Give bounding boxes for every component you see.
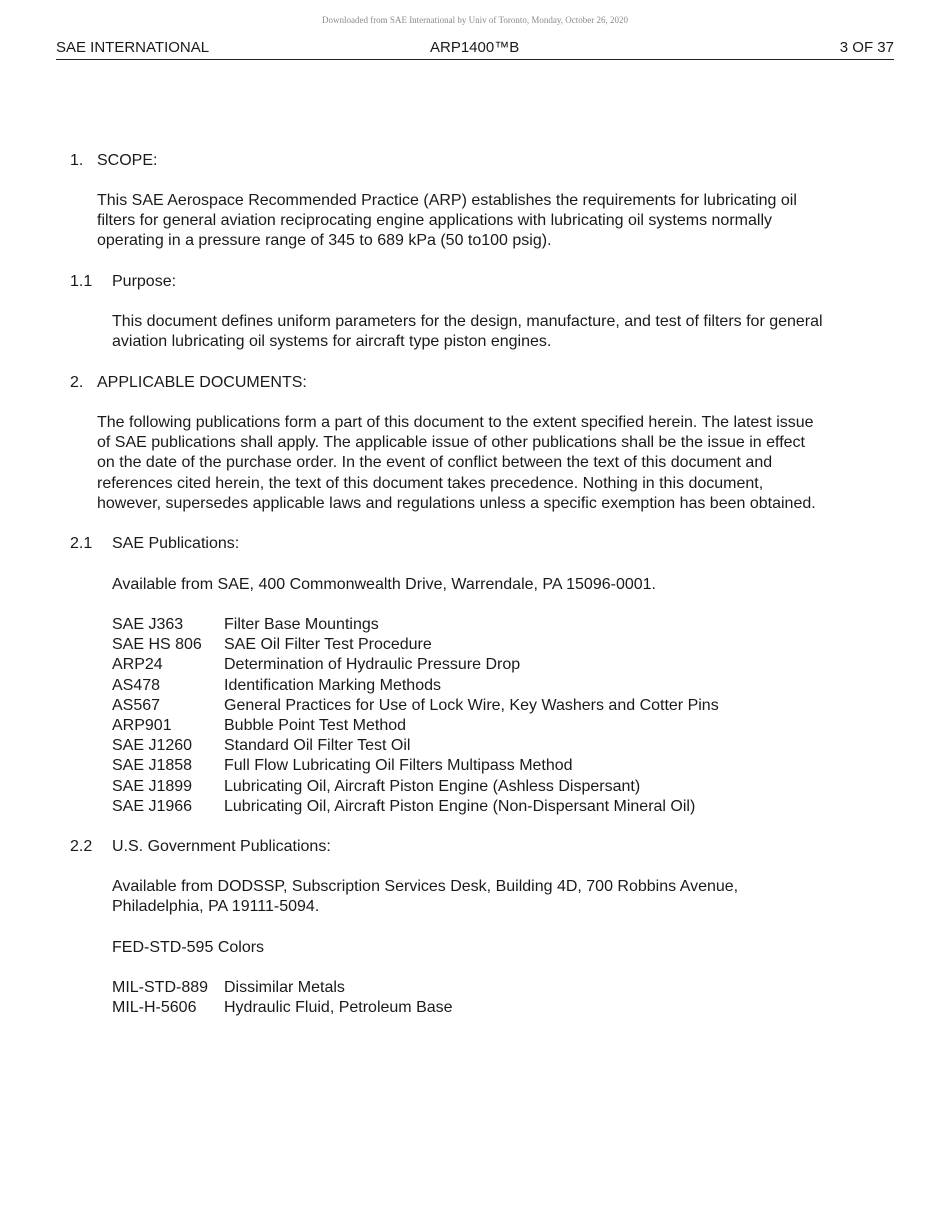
reference-row	[112, 978, 453, 998]
section-2-body-line: of SAE publications shall apply. The applicable issue of other publications shall be the issue in effect	[97, 434, 805, 452]
reference-title: Dissimilar Metals	[224, 979, 345, 996]
download-watermark: Downloaded from SAE International by Univ of Toronto, Monday, October 26, 2020	[321, 15, 629, 25]
reference-code: MIL-STD-889	[112, 979, 209, 996]
reference-title: Lubricating Oil, Aircraft Piston Engine (Non-Dispersant Mineral Oil)	[224, 797, 696, 815]
header-document-id: ARP1400™B	[430, 39, 520, 56]
section-1-body-line: This SAE Aerospace Recommended Practice (ARP) establishes the requirements for lubricating oil	[97, 192, 797, 209]
reference-row	[112, 696, 719, 716]
section-1-body-line: filters for general aviation reciprocating engine applications with lubricating oil systems normally	[97, 212, 772, 230]
reference-code: FED-STD-595	[112, 939, 214, 956]
reference-code: SAE J1966	[112, 797, 193, 815]
section-1-1-body-line: This document defines uniform parameters for the design, manufacture, and test of filters for general	[112, 313, 823, 330]
reference-row	[112, 716, 719, 736]
section-2-body-line: however, supersedes applicable laws and regulations unless a specific exemption has been obtained.	[97, 494, 816, 512]
section-1-1-title: Purpose:	[112, 273, 177, 290]
section-2-2-title: U.S. Government Publications:	[112, 838, 331, 855]
reference-row	[112, 635, 719, 655]
reference-row	[112, 998, 453, 1018]
sae-reference-list	[112, 615, 719, 817]
header-publisher: SAE INTERNATIONAL	[56, 39, 210, 56]
fed-reference-list	[112, 938, 264, 958]
reference-row	[112, 938, 264, 958]
reference-row	[112, 777, 719, 797]
section-2-2-availability-line: Available from DODSSP, Subscription Services Desk, Building 4D, 700 Robbins Avenue,	[112, 878, 739, 895]
reference-title: Standard Oil Filter Test Oil	[224, 737, 411, 755]
reference-title: Colors	[217, 939, 265, 956]
section-1-1-body	[112, 312, 882, 352]
reference-title: SAE Oil Filter Test Procedure	[224, 636, 432, 654]
reference-code: SAE J1899	[112, 777, 193, 795]
reference-row	[112, 676, 719, 696]
section-1-1-number: 1.1	[70, 273, 93, 290]
reference-code: MIL-H-5606	[112, 999, 197, 1017]
reference-title: Filter Base Mountings	[224, 616, 379, 633]
mil-reference-list	[112, 978, 453, 1018]
reference-title: General Practices for Use of Lock Wire, Key Washers and Cotter Pins	[224, 696, 719, 714]
reference-code: SAE HS 806	[112, 636, 202, 654]
section-1-number: 1.	[70, 152, 84, 169]
reference-row	[112, 655, 719, 675]
reference-code: SAE J1260	[112, 737, 193, 755]
section-2-2-availability	[112, 877, 882, 917]
reference-code: AS567	[112, 696, 161, 714]
header-page-number: 3 OF 37	[839, 39, 894, 56]
section-1-title: SCOPE:	[97, 152, 158, 169]
reference-row	[112, 797, 719, 817]
section-1-body	[97, 191, 877, 252]
reference-row	[112, 736, 719, 756]
section-2-number: 2.	[70, 374, 84, 391]
section-2-body-line: on the date of the purchase order. In the event of conflict between the text of this document and	[97, 454, 773, 472]
section-2-body	[97, 413, 877, 514]
section-1-1-body-line: aviation lubricating oil systems for aircraft type piston engines.	[112, 333, 552, 351]
reference-code: ARP24	[112, 656, 163, 674]
reference-code: SAE J363	[112, 616, 184, 633]
reference-title: Identification Marking Methods	[224, 676, 441, 694]
reference-title: Hydraulic Fluid, Petroleum Base	[224, 999, 453, 1017]
reference-title: Determination of Hydraulic Pressure Drop	[224, 656, 521, 674]
reference-title: Lubricating Oil, Aircraft Piston Engine (Ashless Dispersant)	[224, 777, 641, 795]
section-2-2-number: 2.2	[70, 838, 93, 855]
section-2-1-number: 2.1	[70, 535, 93, 552]
section-2-1-availability: Available from SAE, 400 Commonwealth Drive, Warrendale, PA 15096-0001.	[112, 576, 656, 593]
reference-row	[112, 615, 719, 635]
section-2-body-line: The following publications form a part of this document to the extent specified herein. The latest issue	[97, 414, 814, 431]
reference-title: Full Flow Lubricating Oil Filters Multipass Method	[224, 757, 573, 775]
reference-code: SAE J1858	[112, 757, 193, 775]
reference-code: AS478	[112, 676, 161, 694]
section-2-title: APPLICABLE DOCUMENTS:	[97, 374, 307, 391]
section-2-body-line: references cited herein, the text of this document takes precedence. Nothing in this document,	[97, 474, 764, 492]
page-header	[56, 39, 894, 60]
section-1-body-line: operating in a pressure range of 345 to 689 kPa (50 to100 psig).	[97, 232, 552, 250]
reference-title: Bubble Point Test Method	[224, 716, 407, 734]
section-2-2-availability-line: Philadelphia, PA 19111-5094.	[112, 898, 320, 916]
reference-code: ARP901	[112, 716, 172, 734]
section-2-1-title: SAE Publications:	[112, 535, 240, 552]
reference-row	[112, 756, 719, 776]
